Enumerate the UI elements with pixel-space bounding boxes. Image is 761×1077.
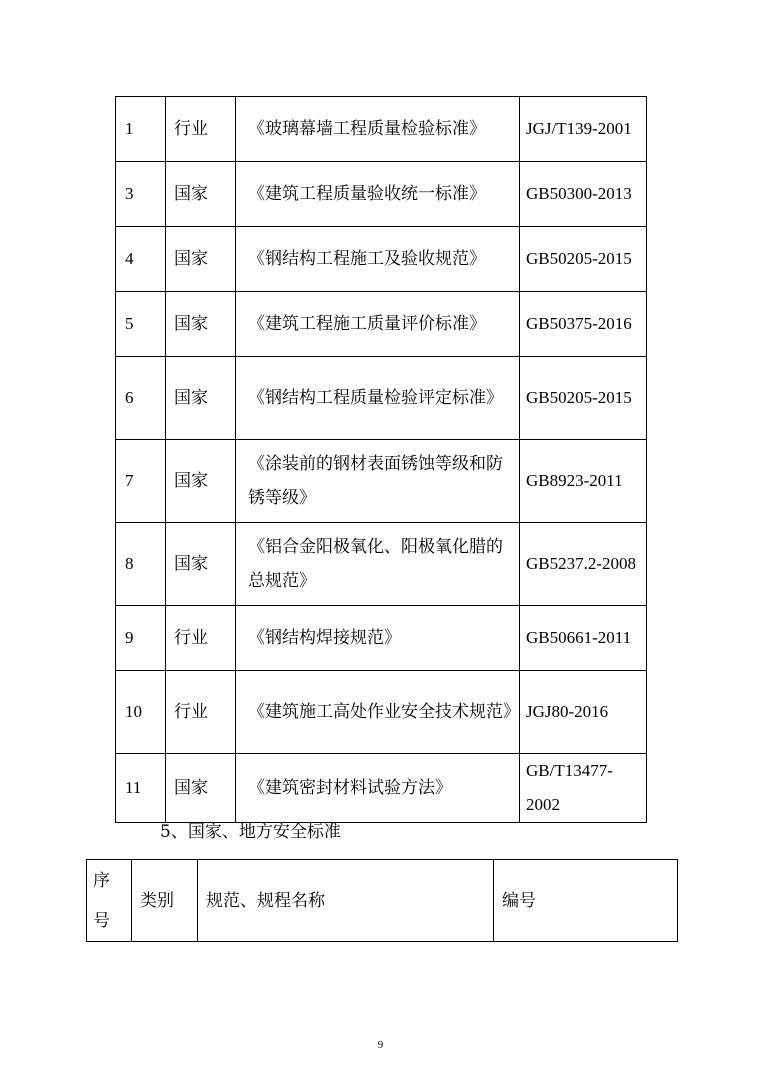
row-number: 4 bbox=[116, 227, 166, 292]
row-category: 国家 bbox=[166, 440, 236, 523]
section-heading: 5、国家、地方安全标准 bbox=[160, 822, 341, 842]
row-standard-code: GB50375-2016 bbox=[520, 292, 647, 357]
header-standard-name: 规范、规程名称 bbox=[198, 860, 494, 942]
table-row bbox=[116, 671, 647, 754]
row-standard-code: GB50205-2015 bbox=[520, 227, 647, 292]
table-row bbox=[116, 97, 647, 162]
row-number: 10 bbox=[116, 671, 166, 754]
row-standard-name: 《钢结构工程质量检验评定标准》 bbox=[236, 357, 520, 440]
table-row bbox=[116, 227, 647, 292]
standards-table bbox=[115, 96, 647, 823]
table-header-row bbox=[87, 860, 678, 942]
row-standard-name: 《涂装前的钢材表面锈蚀等级和防锈等级》 bbox=[236, 440, 520, 523]
row-standard-code: GB50661-2011 bbox=[520, 606, 647, 671]
table-row bbox=[116, 440, 647, 523]
row-standard-name: 《玻璃幕墙工程质量检验标准》 bbox=[236, 97, 520, 162]
row-category: 国家 bbox=[166, 162, 236, 227]
row-category: 国家 bbox=[166, 523, 236, 606]
table-row bbox=[116, 754, 647, 823]
row-standard-name: 《建筑密封材料试验方法》 bbox=[236, 754, 520, 823]
row-standard-name: 《建筑工程质量验收统一标准》 bbox=[236, 162, 520, 227]
row-category: 行业 bbox=[166, 97, 236, 162]
header-number: 序号 bbox=[87, 860, 132, 942]
row-number: 8 bbox=[116, 523, 166, 606]
row-number: 7 bbox=[116, 440, 166, 523]
row-number: 5 bbox=[116, 292, 166, 357]
row-category: 行业 bbox=[166, 671, 236, 754]
row-category: 国家 bbox=[166, 227, 236, 292]
header-standard-code: 编号 bbox=[494, 860, 678, 942]
table-row bbox=[116, 162, 647, 227]
row-category: 国家 bbox=[166, 292, 236, 357]
row-standard-code: JGJ/T139-2001 bbox=[520, 97, 647, 162]
row-category: 国家 bbox=[166, 754, 236, 823]
row-number: 11 bbox=[116, 754, 166, 823]
row-standard-name: 《铝合金阳极氧化、阳极氧化腊的总规范》 bbox=[236, 523, 520, 606]
table-row bbox=[116, 292, 647, 357]
row-standard-name: 《建筑施工高处作业安全技术规范》 bbox=[236, 671, 520, 754]
row-standard-name: 《钢结构工程施工及验收规范》 bbox=[236, 227, 520, 292]
page-number: 9 bbox=[377, 1039, 384, 1051]
row-number: 1 bbox=[116, 97, 166, 162]
row-number: 9 bbox=[116, 606, 166, 671]
header-category: 类别 bbox=[132, 860, 198, 942]
table-row bbox=[116, 357, 647, 440]
row-standard-name: 《建筑工程施工质量评价标准》 bbox=[236, 292, 520, 357]
row-standard-code: GB/T13477-2002 bbox=[520, 754, 647, 823]
row-standard-code: GB8923-2011 bbox=[520, 440, 647, 523]
table-row bbox=[116, 523, 647, 606]
safety-standards-table bbox=[86, 859, 678, 942]
row-category: 行业 bbox=[166, 606, 236, 671]
row-number: 6 bbox=[116, 357, 166, 440]
row-category: 国家 bbox=[166, 357, 236, 440]
row-standard-code: GB50300-2013 bbox=[520, 162, 647, 227]
row-standard-code: GB50205-2015 bbox=[520, 357, 647, 440]
row-standard-name: 《钢结构焊接规范》 bbox=[236, 606, 520, 671]
table-row bbox=[116, 606, 647, 671]
row-number: 3 bbox=[116, 162, 166, 227]
row-standard-code: JGJ80-2016 bbox=[520, 671, 647, 754]
row-standard-code: GB5237.2-2008 bbox=[520, 523, 647, 606]
